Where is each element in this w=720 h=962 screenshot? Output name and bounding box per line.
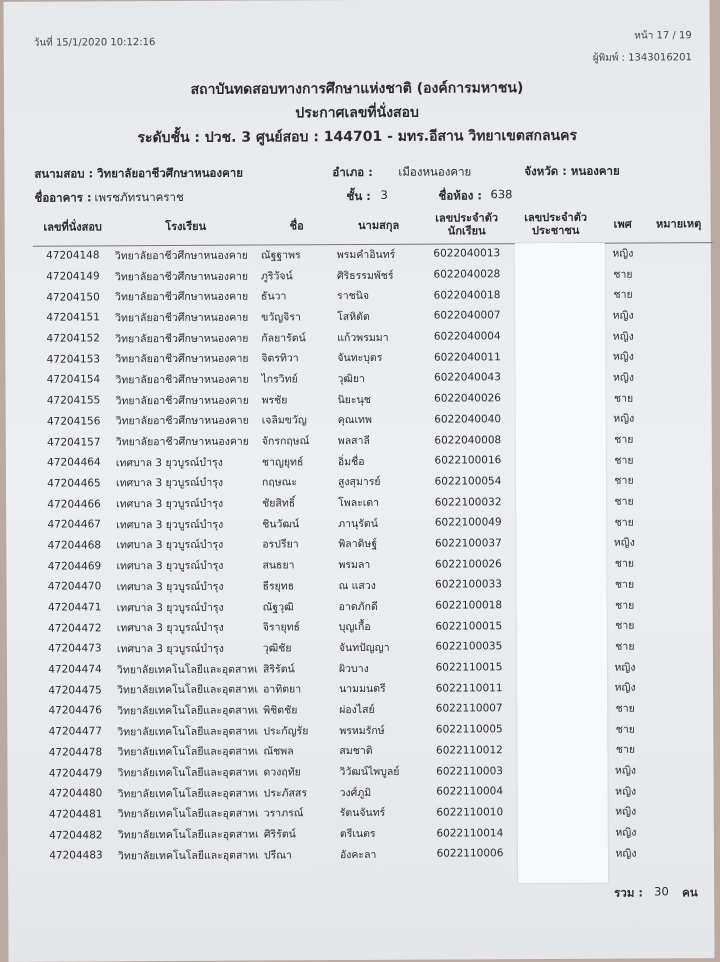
building-label: ชื่ออาคาร : xyxy=(34,190,92,205)
cell-student-id: 6022040026 xyxy=(434,392,502,405)
cell-school: วิทยาลัยเทคโนโลยีและอุตสาหเ xyxy=(116,663,258,676)
cell-name: พิชิตชัย xyxy=(263,704,298,717)
cell-name: จิตรทิวา xyxy=(261,352,299,365)
institute-title: สถาบันทดสอบทางการศึกษาแห่งชาติ (องค์การมหาชน) xyxy=(190,80,524,98)
cell-sex: หญิง xyxy=(615,785,637,798)
cell-note xyxy=(647,739,715,760)
cell-note xyxy=(645,263,713,284)
cell-surname: ราชนิจ xyxy=(337,290,370,303)
page-number: หน้า 17 / 19 xyxy=(634,30,692,42)
cell-sex: ชาย xyxy=(613,268,633,281)
cell-seat: 47204476 xyxy=(48,704,102,718)
cell-sex: ชาย xyxy=(615,640,635,653)
cell-sex: หญิง xyxy=(612,371,634,384)
cell-surname: พรมลา xyxy=(338,559,371,572)
cell-sex: ชาย xyxy=(614,516,634,529)
cell-seat: 47204480 xyxy=(48,787,103,800)
cell-surname: ภานุรัตน์ xyxy=(338,517,378,530)
cell-school: เทศบาล 3 ยุวบูรณ์บำรุง xyxy=(116,497,224,511)
announcement-title: ประกาศเลขที่นั่งสอบ xyxy=(295,104,419,122)
cell-seat: 47204154 xyxy=(46,373,101,387)
cell-note xyxy=(647,718,715,739)
cell-surname: คุณเทพ xyxy=(337,414,372,427)
cell-name: วราภรณ์ xyxy=(263,807,304,820)
cell-sex: หญิง xyxy=(614,681,636,694)
cell-student-id: 6022110012 xyxy=(435,744,503,757)
cell-name: จักรกฤษณ์ xyxy=(261,435,310,448)
cell-school: วิทยาลัยอาชีวศึกษาหนองคาย xyxy=(114,249,248,263)
cell-surname: สูงสุมารย์ xyxy=(337,476,381,489)
cell-note xyxy=(648,801,716,822)
cell-note xyxy=(646,490,714,511)
cell-student-id: 6022110011 xyxy=(435,682,503,695)
cell-note xyxy=(645,346,713,367)
cell-sex: ชาย xyxy=(615,723,635,736)
cell-surname: จันทปัญญา xyxy=(338,641,390,655)
cell-surname: พิลาดิษฐ์ xyxy=(338,538,378,551)
cell-note xyxy=(646,573,714,594)
cell-student-id: 6022040004 xyxy=(433,330,501,343)
building-value: เพรชภัทรนาคราช xyxy=(94,189,184,205)
cell-name: ชาญยุทธ์ xyxy=(261,456,304,469)
cell-school: วิทยาลัยอาชีวศึกษาหนองคาย xyxy=(115,373,249,387)
cell-school: วิทยาลัยเทคโนโลยีและอุตสาหเ xyxy=(117,683,258,697)
cell-sex: ชาย xyxy=(614,474,634,488)
cell-note xyxy=(647,759,715,780)
col-citizen-id: เลขประจำตัว ประชาชน xyxy=(524,210,588,238)
cell-sex: หญิง xyxy=(614,661,636,674)
cell-name: อาทิตยา xyxy=(263,683,302,696)
cell-school: วิทยาลัยอาชีวศึกษาหนองคาย xyxy=(115,394,249,407)
cell-seat: 47204468 xyxy=(47,539,102,552)
cell-note xyxy=(647,697,715,718)
cell-student-id: 6022110014 xyxy=(436,826,504,840)
cell-seat: 47204471 xyxy=(47,601,102,614)
cell-note xyxy=(645,325,713,346)
cell-student-id: 6022040018 xyxy=(433,288,501,302)
cell-student-id: 6022040013 xyxy=(433,247,501,260)
cell-note xyxy=(646,408,714,429)
cell-school: เทศบาล 3 ยุวบูรณ์บำรุง xyxy=(116,518,224,532)
floor-value: 3 xyxy=(380,187,388,202)
cell-surname: วงศ์ภูมิ xyxy=(339,786,372,799)
cell-sex: หญิง xyxy=(613,537,635,550)
cell-school: วิทยาลัยอาชีวศึกษาหนองคาย xyxy=(115,311,249,325)
cell-school: วิทยาลัยอาชีวศึกษาหนองคาย xyxy=(115,435,249,449)
cell-note xyxy=(647,615,715,636)
cell-sex: หญิง xyxy=(614,764,637,777)
cell-name: วุฒิชัย xyxy=(262,642,292,655)
cell-surname: ผ่องไสย์ xyxy=(339,703,375,717)
col-school: โรงเรียน xyxy=(165,219,207,233)
floor-label: ชั้น : xyxy=(346,188,371,204)
cell-seat: 47204473 xyxy=(48,642,102,656)
total-value: 30 xyxy=(654,884,669,899)
district-value: เมืองหนองคาย xyxy=(398,164,472,179)
cell-note xyxy=(646,470,714,491)
cell-school: เทศบาล 3 ยุวบูรณ์บำรุง xyxy=(116,642,224,656)
cell-sex: ชาย xyxy=(615,702,635,715)
cell-name: ไกรวิทย์ xyxy=(261,373,298,386)
cell-school: วิทยาลัยอาชีวศึกษาหนองคาย xyxy=(114,270,249,283)
cell-surname: วิวัฒน์ไพบูลย์ xyxy=(339,765,400,779)
cell-surname: อิ่มชื่อ xyxy=(337,455,365,468)
cell-school: วิทยาลัยเทคโนโลยีและอุตสาหเ xyxy=(117,807,259,821)
cell-school: วิทยาลัยอาชีวศึกษาหนองคาย xyxy=(115,332,249,345)
cell-school: วิทยาลัยเทคโนโลยีและอุตสาหเ xyxy=(117,725,259,738)
table-header-row xyxy=(33,204,713,246)
col-seat: เลขที่นั่งสอบ xyxy=(43,219,102,234)
cell-name: ภูริวัจน์ xyxy=(260,269,293,283)
cell-student-id: 6022100033 xyxy=(435,578,502,591)
cell-school: วิทยาลัยเทคโนโลยีและอุตสาหเ xyxy=(117,766,259,780)
cell-name: ธันวา xyxy=(261,290,287,303)
table-row xyxy=(36,842,716,866)
cell-school: วิทยาลัยเทคโนโลยีและอุตสาหเ xyxy=(117,849,259,863)
cell-sex: หญิง xyxy=(615,826,637,839)
cell-sex: ชาย xyxy=(613,288,633,301)
cell-student-id: 6022110015 xyxy=(435,661,503,674)
total-label: รวม : xyxy=(614,885,644,900)
cell-school: เทศบาล 3 ยุวบูรณ์บำรุง xyxy=(116,601,224,614)
cell-student-id: 6022110004 xyxy=(436,785,504,798)
cell-seat: 47204153 xyxy=(46,353,101,366)
cell-sex: หญิง xyxy=(612,350,634,363)
cell-note xyxy=(646,428,714,449)
cell-surname: โพละเดา xyxy=(338,496,380,510)
cell-seat: 47204152 xyxy=(46,332,101,345)
district-label: อำเภอ : xyxy=(332,164,373,180)
seat-table xyxy=(33,204,716,866)
cell-school: เทศบาล 3 ยุวบูรณ์บำรุง xyxy=(115,456,223,469)
cell-note xyxy=(648,780,716,801)
cell-name: กฤษณะ xyxy=(261,476,298,489)
cell-note xyxy=(646,552,714,573)
cell-student-id: 6022100018 xyxy=(435,599,503,612)
cell-sex: ชาย xyxy=(615,619,635,632)
cell-note xyxy=(647,635,715,656)
cell-surname: อาดภักดี xyxy=(338,600,378,613)
cell-surname: บุญเกื้อ xyxy=(338,621,371,634)
cell-seat: 47204465 xyxy=(47,477,101,490)
cell-school: เทศบาล 3 ยุวบูรณ์บำรุง xyxy=(116,580,224,594)
cell-student-id: 6022100026 xyxy=(435,557,502,571)
cell-student-id: 6022040040 xyxy=(434,413,502,426)
cell-name: กัลยารัตน์ xyxy=(261,331,306,345)
cell-student-id: 6022110007 xyxy=(435,702,503,716)
cell-surname: ผิวบาง xyxy=(338,662,369,675)
cell-seat: 47204151 xyxy=(46,311,100,325)
cell-surname: พรมคำอินทร์ xyxy=(336,248,396,261)
cell-note xyxy=(647,677,715,698)
cell-seat: 47204483 xyxy=(49,849,103,862)
cell-sex: หญิง xyxy=(612,309,634,322)
cell-seat: 47204150 xyxy=(46,291,100,304)
cell-student-id: 6022040028 xyxy=(433,268,501,281)
cell-note xyxy=(645,304,713,325)
cell-name: เจลิมขวัญ xyxy=(261,414,307,427)
document-page xyxy=(3,0,714,962)
cell-sex: ชาย xyxy=(614,495,634,508)
cell-surname: สมชาติ xyxy=(339,745,373,758)
cell-note xyxy=(646,387,714,408)
cell-name: สิริรัตน์ xyxy=(262,662,295,676)
cell-school: วิทยาลัยอาชีวศึกษาหนองคาย xyxy=(115,290,249,304)
cell-name: ขวัญจิรา xyxy=(261,311,301,324)
cell-school: เทศบาล 3 ยุวบูรณ์บำรุง xyxy=(116,539,224,552)
cell-student-id: 6022110003 xyxy=(436,764,503,778)
cell-name: สนธยา xyxy=(262,559,295,572)
cell-student-id: 6022110010 xyxy=(436,806,504,819)
cell-note xyxy=(645,242,713,263)
cell-note xyxy=(648,821,716,842)
cell-sex: หญิง xyxy=(612,247,634,260)
cell-school: เทศบาล 3 ยุวบูรณ์บำรุง xyxy=(115,477,223,490)
cell-surname: โสหิตัต xyxy=(337,310,370,324)
redacted-citizen-ids xyxy=(515,243,608,883)
cell-surname: นิยะนุช xyxy=(337,393,371,406)
cell-note xyxy=(646,449,714,470)
cell-school: วิทยาลัยอาชีวศึกษาหนองคาย xyxy=(115,352,249,366)
province-info: จังหวัด : หนองคาย xyxy=(524,163,620,179)
cell-seat: 47204156 xyxy=(46,415,101,428)
cell-school: วิทยาลัยอาชีวศึกษาหนองคาย xyxy=(115,414,249,428)
cell-seat: 47204477 xyxy=(48,725,103,738)
level-center-title: ระดับชั้น : ปวช. 3 ศูนย์สอบ : 144701 - มทร.อีสาน วิทยาเขตสกลนคร xyxy=(137,127,578,147)
cell-surname: พรหมรักษ์ xyxy=(339,724,385,737)
cell-name: ชัยสิทธิ์ xyxy=(262,497,296,510)
col-note: หมายเหตุ xyxy=(655,216,702,230)
cell-name: ณัฐวุฒิ xyxy=(262,600,294,614)
cell-seat: 47204474 xyxy=(48,663,102,676)
cell-seat: 47204464 xyxy=(47,456,101,469)
cell-school: วิทยาลัยเทคโนโลยีและอุตสาหเ xyxy=(117,704,259,718)
cell-sex: ชาย xyxy=(614,433,634,446)
cell-name: ประกัญรัย xyxy=(263,724,309,738)
cell-student-id: 6022040043 xyxy=(434,371,501,385)
cell-student-id: 6022100037 xyxy=(434,537,502,550)
cell-surname: นามมนตรี xyxy=(339,683,386,696)
cell-student-id: 6022040008 xyxy=(434,433,502,447)
cell-student-id: 6022110005 xyxy=(435,723,503,736)
cell-school: เทศบาล 3 ยุวบูรณ์บำรุง xyxy=(116,621,224,635)
cell-student-id: 6022040007 xyxy=(433,309,501,323)
cell-sex: หญิง xyxy=(615,847,637,860)
room-label: ชื่อห้อง : xyxy=(438,188,482,203)
print-date: วันที่ 15/1/2020 10:12:16 xyxy=(33,37,156,49)
cell-sex: ชาย xyxy=(613,392,634,405)
cell-name: ธีรยุทธ xyxy=(262,580,295,593)
cell-seat: 47204470 xyxy=(47,580,102,593)
cell-student-id: 6022100035 xyxy=(435,640,503,654)
cell-sex: ชาย xyxy=(614,454,634,467)
cell-seat: 47204475 xyxy=(48,684,102,697)
cell-name: ดวงฤทัย xyxy=(263,766,301,779)
cell-seat: 47204481 xyxy=(48,808,103,821)
cell-name: ปรีณา xyxy=(263,849,292,862)
cell-name: ชินวัฒน์ xyxy=(262,518,300,531)
cell-sex: ชาย xyxy=(615,599,635,612)
cell-surname: แก้วพรมมา xyxy=(337,331,389,344)
cell-school: เทศบาล 3 ยุวบูรณ์บำรุง xyxy=(116,559,224,573)
cell-note xyxy=(645,366,713,387)
cell-surname: พลสาลี xyxy=(337,434,370,448)
cell-note xyxy=(645,284,713,305)
cell-seat: 47204469 xyxy=(47,560,102,573)
cell-student-id: 6022040011 xyxy=(433,351,501,364)
cell-sex: หญิง xyxy=(612,330,634,343)
cell-note xyxy=(647,594,715,615)
cell-note xyxy=(648,842,716,863)
cell-note xyxy=(646,511,714,532)
cell-sex: ชาย xyxy=(614,578,635,591)
cell-student-id: 6022110006 xyxy=(436,847,504,860)
cell-name: อรปรียา xyxy=(262,538,299,551)
cell-student-id: 6022100015 xyxy=(435,619,503,633)
col-name: ชื่อ xyxy=(289,218,304,232)
cell-surname: ตรีเนตร xyxy=(339,828,376,841)
cell-school: วิทยาลัยเทคโนโลยีและอุตสาหเ xyxy=(117,745,259,759)
venue-info: สนามสอบ : วิทยาลัยอาชีวศึกษาหนองคาย xyxy=(34,165,243,181)
cell-sex: ชาย xyxy=(615,743,636,757)
cell-name: ณัฐฐาพร xyxy=(260,249,301,262)
cell-name: ศิริรัตน์ xyxy=(263,828,296,841)
cell-surname: ศิริธรรมพัชร์ xyxy=(336,269,394,282)
total-unit: คน xyxy=(682,885,698,900)
cell-seat: 47204148 xyxy=(46,249,100,262)
printer-id: ผู้พิมพ์ : 1343016201 xyxy=(592,52,692,64)
cell-seat: 47204155 xyxy=(46,394,101,407)
cell-surname: ณ แสวง xyxy=(338,579,376,592)
cell-seat: 47204478 xyxy=(48,746,103,759)
cell-sex: ชาย xyxy=(614,557,635,570)
cell-sex: หญิง xyxy=(615,805,637,819)
col-surname: นามสกุล xyxy=(358,218,400,232)
cell-surname: อังคะลา xyxy=(339,848,377,861)
cell-student-id: 6022100032 xyxy=(434,495,502,509)
cell-name: ประภัสสร xyxy=(263,786,307,800)
cell-seat: 47204467 xyxy=(47,518,101,531)
cell-sex: หญิง xyxy=(613,412,635,426)
cell-school: วิทยาลัยเทคโนโลยีและอุตสาหเ xyxy=(117,787,259,800)
cell-name: จิรายุทธ์ xyxy=(262,621,300,634)
cell-surname: วุฒิยา xyxy=(337,372,365,386)
cell-surname: จันทะบุตร xyxy=(337,352,383,365)
cell-surname: รัตนจันทร์ xyxy=(339,807,386,820)
cell-note xyxy=(647,656,715,677)
col-sex: เพศ xyxy=(613,217,632,231)
col-student-id: เลขประจำตัว นักเรียน xyxy=(435,211,499,238)
cell-name: ณัชพล xyxy=(263,745,294,758)
cell-student-id: 6022100054 xyxy=(434,475,502,488)
cell-seat: 47204466 xyxy=(47,497,101,511)
cell-note xyxy=(646,532,714,553)
cell-seat: 47204149 xyxy=(46,270,100,283)
cell-seat: 47204479 xyxy=(48,766,103,780)
room-value: 638 xyxy=(490,187,513,202)
cell-seat: 47204472 xyxy=(48,622,102,635)
cell-name: พรชัย xyxy=(261,394,288,407)
cell-school: วิทยาลัยเทคโนโลยีและอุตสาหเ xyxy=(117,828,259,842)
cell-student-id: 6022100049 xyxy=(434,516,502,529)
cell-student-id: 6022100016 xyxy=(434,454,502,467)
cell-seat: 47204482 xyxy=(49,828,103,842)
cell-seat: 47204157 xyxy=(47,435,101,449)
